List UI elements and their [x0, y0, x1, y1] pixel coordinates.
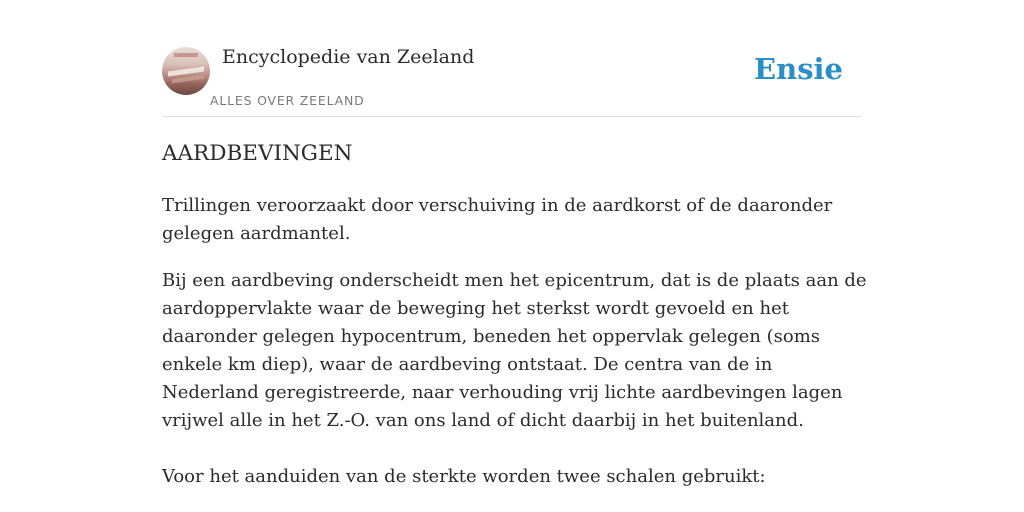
site-header — [162, 0, 862, 117]
article-paragraph: Bij een aardbeving onderscheidt men het epicentrum, dat is de plaats aan de aardoppervlakte waar de beweging het sterkst wordt gevoeld en het daaronder gelegen hypocentrum, beneden het oppervlak gelegen (soms enkele km diep), waar de aardbeving ontstaat. De centra van de in Nederland geregistreerde, naar verhouding vrij lichte aardbevingen lagen vrijwel alle in het Z.-O. van ons land of dicht daarbij in het buitenland. — [162, 270, 867, 431]
site-title-link[interactable]: Encyclopedie van Zeeland — [222, 46, 475, 68]
article-title: AARDBEVINGEN — [162, 141, 353, 166]
encyclopedia-avatar[interactable] — [162, 47, 210, 95]
ensie-logo-link[interactable]: Ensie — [754, 52, 843, 86]
avatar-detail — [174, 53, 198, 57]
page-container — [162, 0, 867, 512]
article-paragraph: Voor het aanduiden van de sterkte worden twee schalen gebruikt: — [162, 466, 766, 487]
article-paragraph: Trillingen veroorzaakt door verschuiving in de aardkorst of de daaronder gelegen aardmantel. — [162, 195, 833, 244]
avatar-detail — [172, 75, 204, 83]
site-tagline: ALLES OVER ZEELAND — [210, 93, 365, 108]
